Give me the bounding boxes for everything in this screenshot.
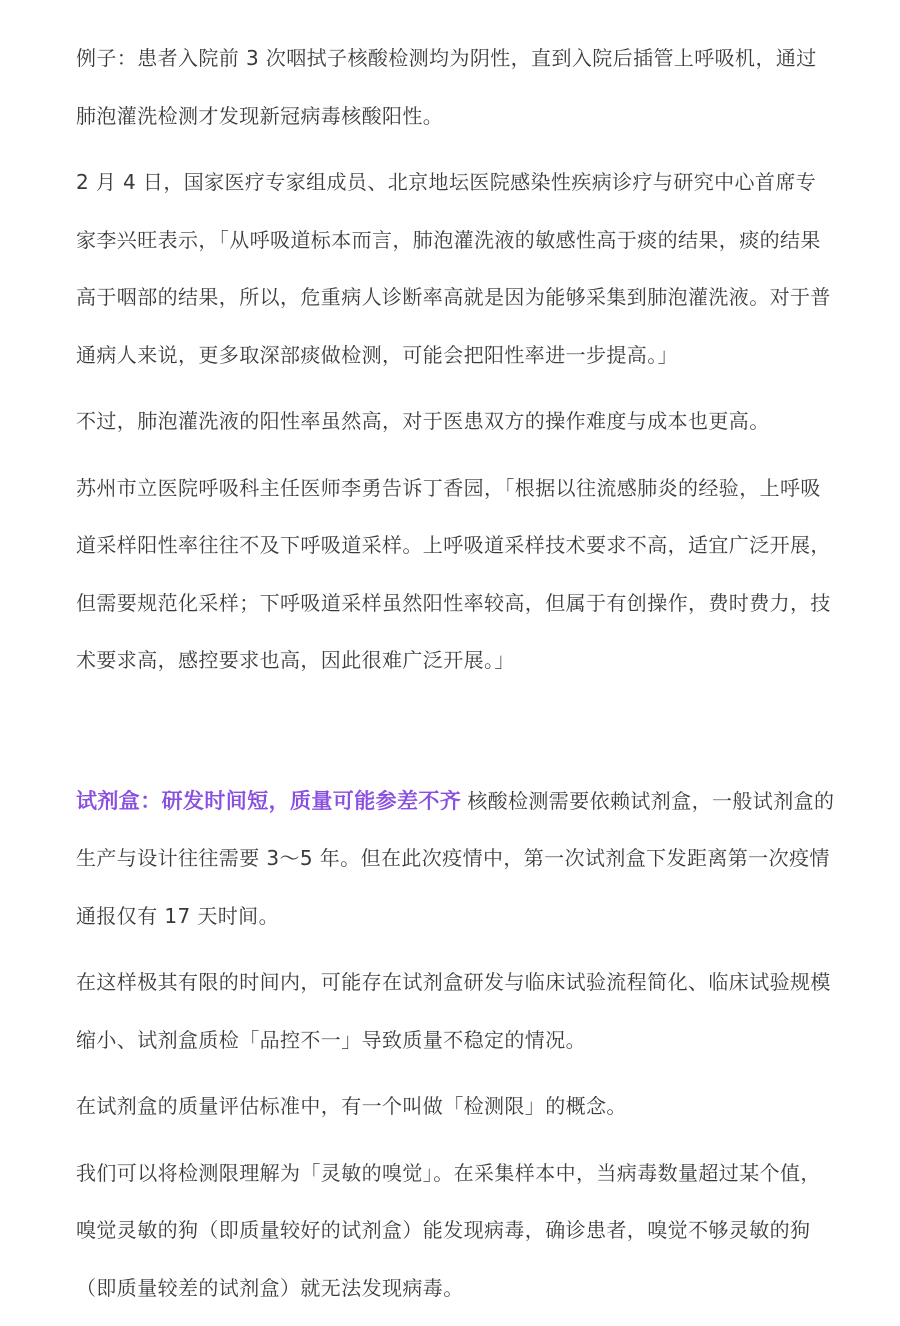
paragraph-expert-quote: 2 月 4 日，国家医疗专家组成员、北京地坛医院感染性疾病诊疗与研究中心首席专家李兴旺表示，「从呼吸道标本而言，肺泡灌洗液的敏感性高于痰的结果，痰的结果高于咽部的结果，所以，危重病人诊断率高就是因为能够采集到肺泡灌洗液。对于普通病人来说，更多取深部痰做检测，可能会把阳性率进一步提高。」: [76, 170, 831, 367]
section-spacer: [76, 699, 836, 773]
section-intro-text: 核酸检测需要依赖试剂盒，一般试剂盒的生产与设计往往需要 3～5 年。但在此次疫情中，第一次试剂盒下发距离第一次疫情通报仅有 17 天时间。: [76, 788, 835, 928]
paragraph-suzhou-quote: 苏州市立医院呼吸科主任医师李勇告诉丁香园，「根据以往流感肺炎的经验，上呼吸道采样阳性率往往不及下呼吸道采样。上呼吸道采样技术要求不高，适宜广泛开展，但需要规范化采样；下呼吸道采样虽然阳性率较高，但属于有创操作，费时费力，技术要求高，感控要求也高，因此很难广泛开展。」: [76, 475, 831, 672]
paragraph-example: 例子：患者入院前 3 次咽拭子核酸检测均为阴性，直到入院后插管上呼吸机，通过肺泡灌洗检测才发现新冠病毒核酸阳性。: [76, 46, 817, 128]
article-body: [76, 30, 836, 1326]
paragraph-cost: 不过，肺泡灌洗液的阳性率虽然高，对于医患双方的操作难度与成本也更高。: [76, 409, 770, 433]
section-intro-paragraph: [76, 773, 836, 946]
paragraph-limited-time: 在这样极其有限的时间内，可能存在试剂盒研发与临床试验流程简化、临床试验规模缩小、试剂盒质检「品控不一」导致质量不稳定的情况。: [76, 970, 831, 1052]
paragraph-detection-limit: 在试剂盒的质量评估标准中，有一个叫做「检测限」的概念。: [76, 1094, 627, 1118]
section-heading: 试剂盒：研发时间短，质量可能参差不齐: [76, 788, 462, 813]
paragraph-analogy: 我们可以将检测限理解为「灵敏的嗅觉」。在采集样本中，当病毒数量超过某个值，嗅觉灵敏的狗（即质量较好的试剂盒）能发现病毒，确诊患者，嗅觉不够灵敏的狗（即质量较差的试剂盒）就无法发现病毒。: [76, 1160, 821, 1300]
